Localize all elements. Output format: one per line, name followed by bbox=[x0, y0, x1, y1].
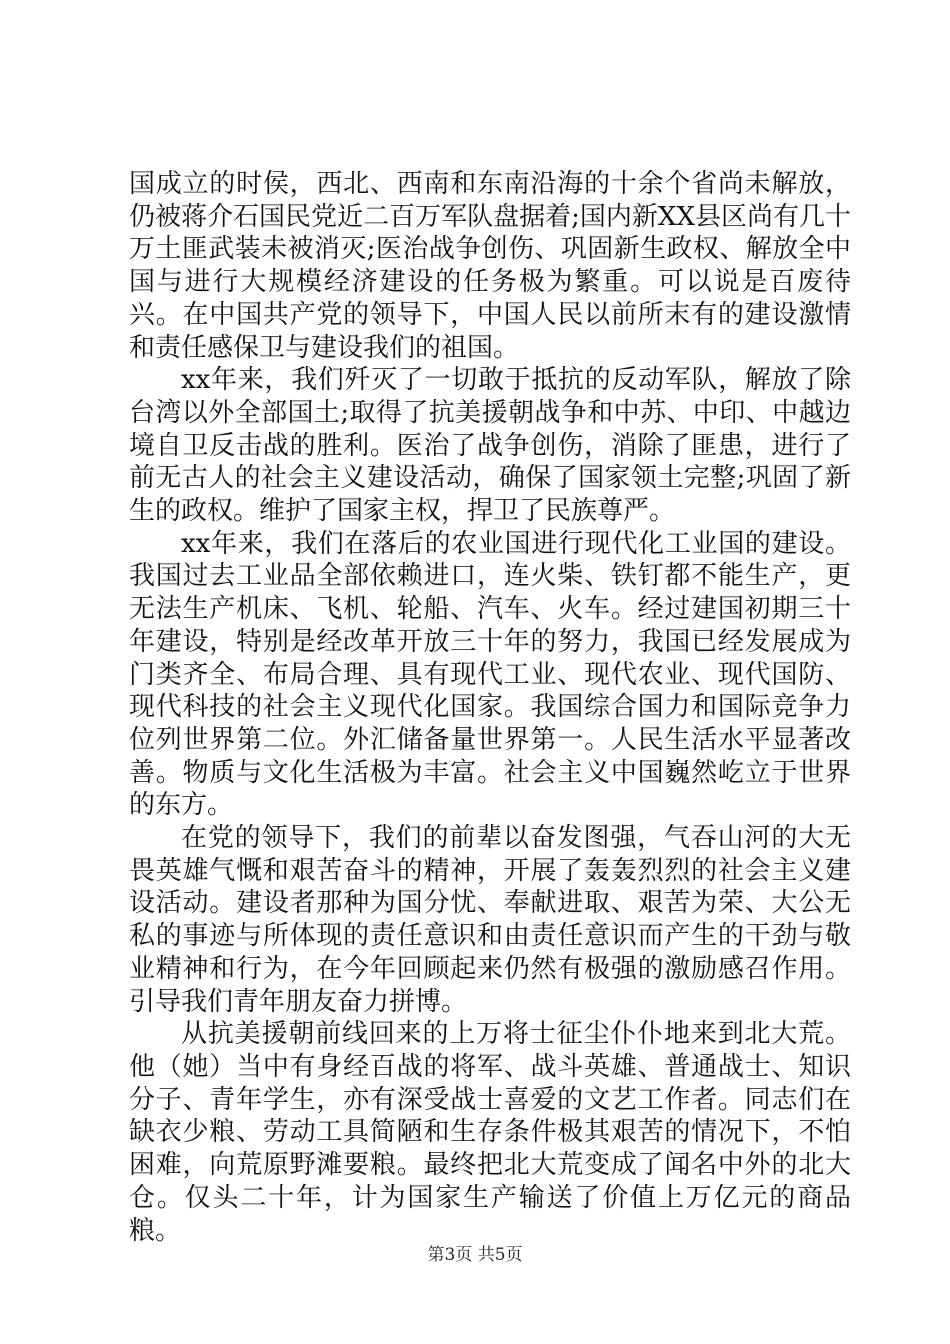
paragraph-2: xx年来，我们歼灭了一切敢于抵抗的反动军队，解放了除台湾以外全部国土;取得了抗美援朝战争和中苏、中印、中越边境自卫反击战的胜利。医治了战争创伤，消除了匪患，进行了前无古人的社会主义建设活动，确保了国家领土完整;巩固了新生的政权。维护了国家主权，捍卫了民族尊严。 bbox=[129, 365, 851, 527]
page-number-footer: 第3页 共5页 bbox=[427, 1245, 523, 1265]
paragraph-3: xx年来，我们在落后的农业国进行现代化工业国的建设。我国过去工业品全部依赖进口，连火柴、铁钉都不能生产，更无法生产机床、飞机、轮船、汽车、火车。经过建国初期三十年建设，特别是经改革开放三十年的努力，我国已经发展成为门类齐全、布局合理、具有现代工业、现代农业、现代国防、现代科技的社会主义现代化国家。我国综合国力和国际竞争力位列世界第二位。外汇储备量世界第一。人民生活水平显著改善。物质与文化生活极为丰富。社会主义中国巍然屹立于世界的东方。 bbox=[129, 528, 851, 821]
paragraph-5: 从抗美援朝前线回来的上万将士征尘仆仆地来到北大荒。他（她）当中有身经百战的将军、战斗英雄、普通战士、知识分子、青年学生，亦有深受战士喜爱的文艺工作者。同志们在缺衣少粮、劳动工具简陋和生存条件极其艰苦的情况下，不怕困难，向荒原野滩要粮。最终把北大荒变成了闻名中外的北大仓。仅头二十年，计为国家生产输送了价值上万亿元的商品粮。 bbox=[129, 1019, 851, 1246]
paragraph-4: 在党的领导下，我们的前辈以奋发图强，气吞山河的大无畏英雄气慨和艰苦奋斗的精神，开展了轰轰烈烈的社会主义建设活动。建设者那种为国分忧、奉献进取、艰苦为荣、大公无私的事迹与所体现的责任意识和由责任意识而产生的干劲与敬业精神和行为，在今年回顾起来仍然有极强的激励感召作用。引导我们青年朋友奋力拼博。 bbox=[129, 823, 851, 1017]
document-body bbox=[129, 168, 851, 1247]
paragraph-1: 国成立的时侯，西北、西南和东南沿海的十余个省尚未解放，仍被蒋介石国民党近二百万军队盘据着;国内新XX县区尚有几十万土匪武装未被消灭;医治战争创伤、巩固新生政权、解放全中国与进行大规模经济建设的任务极为繁重。可以说是百废待兴。在中国共产党的领导下，中国人民以前所末有的建设激情和责任感保卫与建设我们的祖国。 bbox=[129, 169, 851, 363]
